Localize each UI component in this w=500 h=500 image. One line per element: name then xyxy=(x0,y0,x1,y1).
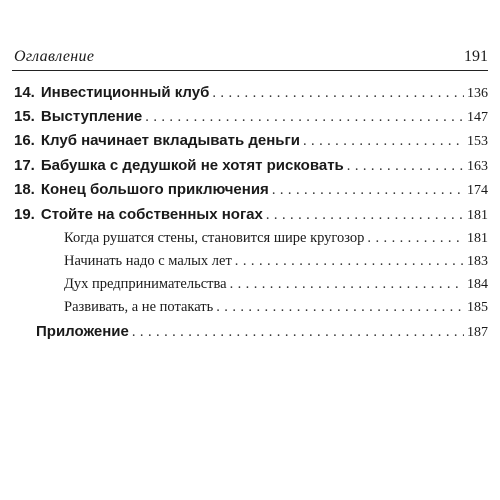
chapter-title: Стойте на собственных ногах xyxy=(40,206,263,223)
dot-leader xyxy=(230,276,464,293)
page-number: 191 xyxy=(464,48,488,65)
dot-leader xyxy=(303,133,464,150)
chapter-page: 153 xyxy=(467,134,488,149)
chapter-number: 16. xyxy=(14,132,35,149)
chapter-number: 19. xyxy=(14,206,35,223)
dot-leader xyxy=(145,109,464,126)
chapter-title: Выступление xyxy=(40,108,143,125)
dot-leader xyxy=(347,158,464,175)
toc-entry-chapter-17[interactable] xyxy=(14,157,488,175)
toc-entry-subsection[interactable] xyxy=(64,276,488,293)
subsection-page: 181 xyxy=(467,231,488,246)
chapter-title: Инвестиционный клуб xyxy=(40,84,210,101)
chapter-page: 181 xyxy=(467,208,488,223)
subsection-title: Когда рушатся стены, становится шире кругозор xyxy=(64,230,365,246)
chapter-page: 174 xyxy=(467,183,488,198)
dot-leader xyxy=(132,324,464,341)
appendix-page: 187 xyxy=(467,325,488,340)
toc-entry-chapter-19[interactable] xyxy=(14,206,488,224)
running-header xyxy=(14,44,488,66)
chapter-number: 17. xyxy=(14,157,35,174)
subsection-page: 185 xyxy=(467,300,488,315)
dot-leader xyxy=(235,253,464,270)
chapter-title: Конец большого приключения xyxy=(40,181,269,198)
header-divider xyxy=(12,70,488,71)
chapter-title: Клуб начинает вкладывать деньги xyxy=(40,132,300,149)
chapter-number: 15. xyxy=(14,108,35,125)
dot-leader xyxy=(216,299,464,316)
appendix-title: Приложение xyxy=(36,323,129,340)
toc-entry-subsection[interactable] xyxy=(64,230,488,247)
chapter-number: 18. xyxy=(14,181,35,198)
subsection-title: Дух предпринимательства xyxy=(64,276,227,292)
toc-entry-chapter-15[interactable] xyxy=(14,108,488,126)
chapter-page: 147 xyxy=(467,110,488,125)
toc-entry-chapter-16[interactable] xyxy=(14,132,488,150)
toc-entry-subsection[interactable] xyxy=(64,253,488,270)
subsection-title: Начинать надо с малых лет xyxy=(64,253,232,269)
chapter-title: Бабушка с дедушкой не хотят рисковать xyxy=(40,157,344,174)
dot-leader xyxy=(266,207,464,224)
subsection-title: Развивать, а не потакать xyxy=(64,299,214,315)
chapter-page: 163 xyxy=(467,159,488,174)
toc-entry-chapter-14[interactable] xyxy=(14,84,488,102)
dot-leader xyxy=(212,85,464,102)
chapter-page: 136 xyxy=(467,86,488,101)
toc-entry-appendix[interactable] xyxy=(36,323,488,341)
chapter-number: 14. xyxy=(14,84,35,101)
dot-leader xyxy=(272,182,464,199)
subsection-page: 184 xyxy=(467,277,488,292)
subsection-page: 183 xyxy=(467,254,488,269)
toc-entry-chapter-18[interactable] xyxy=(14,181,488,199)
dot-leader xyxy=(367,230,464,247)
toc-entry-subsection[interactable] xyxy=(64,299,488,316)
running-header-title: Оглавление xyxy=(14,48,95,65)
